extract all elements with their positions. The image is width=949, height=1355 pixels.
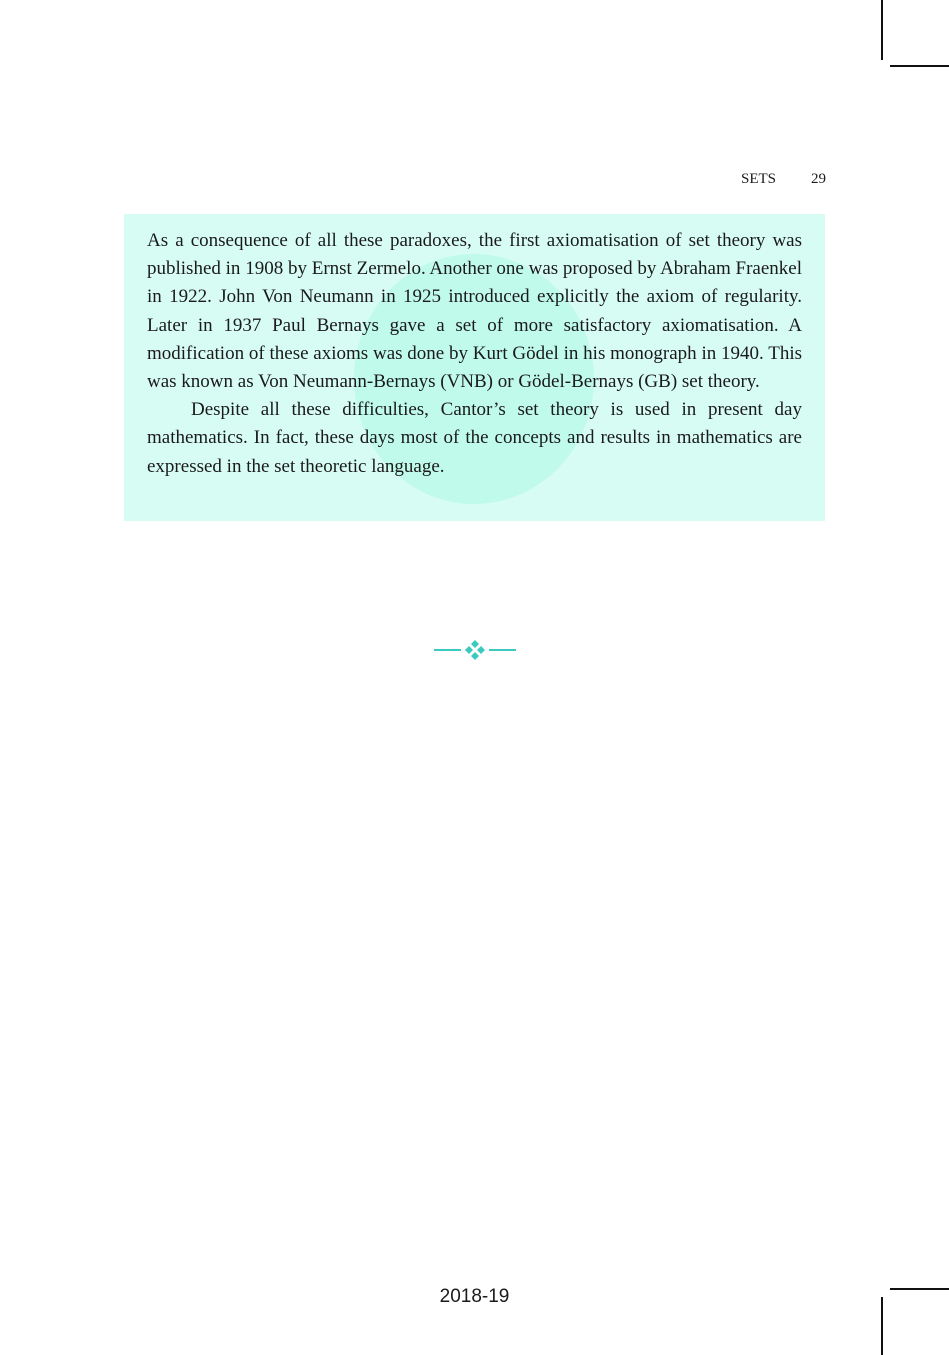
crop-mark-top-right-horizontal xyxy=(890,65,949,67)
section-title: SETS xyxy=(740,170,776,187)
page-number: 29 xyxy=(811,170,826,187)
note-text xyxy=(147,227,802,481)
footer-year: 2018-19 xyxy=(439,1286,510,1307)
diamond-divider-icon xyxy=(434,639,516,661)
note-paragraph-2: Despite all these difficulties, Cantor’s set theory is used in present day mathematics. In fact, these days most of the concepts and results in mathematics are expressed in the set theoretic language. xyxy=(147,399,802,477)
historical-note-box xyxy=(124,214,825,521)
crop-mark-top-right-vertical xyxy=(881,0,883,60)
note-paragraph-1: As a consequence of all these paradoxes, the first axiomatisation of set theory was published in 1908 by Ernst Zermelo. Another one was proposed by Abraham Fraenkel in 1922. John Von Neumann in 1925 introduced explicitly the axiom of regularity. Later in 1937 Paul Bernays gave a set of more satisfactory axiomatisation. A modification of these axioms was done by Kurt Gödel in his monograph in 1940. This was known as Von Neumann-Bernays (VNB) or Gödel-Bernays (GB) set theory. xyxy=(147,230,802,393)
running-head xyxy=(700,169,826,189)
